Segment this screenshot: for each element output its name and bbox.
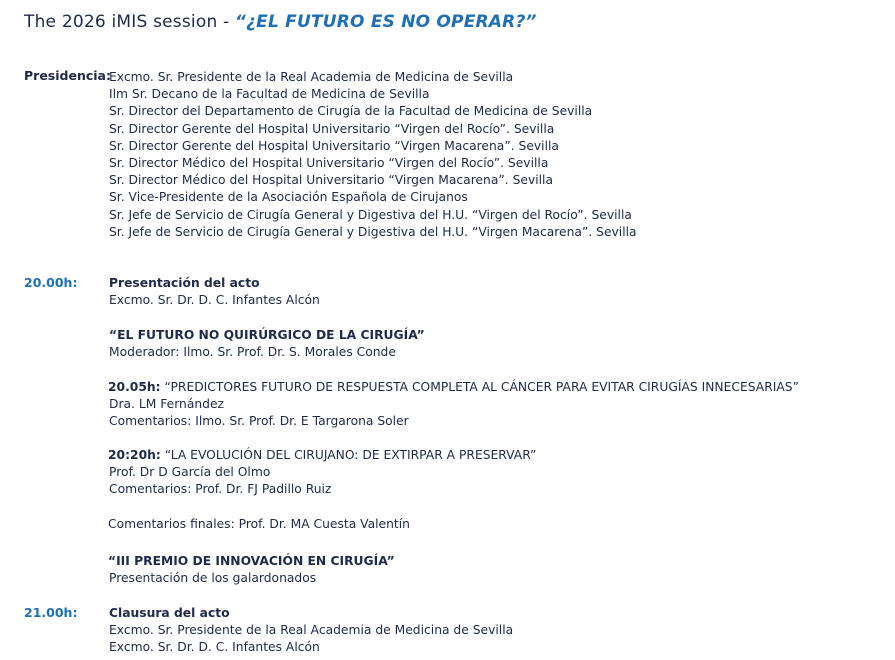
- talk1-title: “PREDICTORES FUTURO DE RESPUESTA COMPLETA AL CÁNCER PARA EVITAR CIRUGÍAS INNECESARIAS”: [160, 380, 799, 394]
- opening-title: Presentación del acto: [109, 276, 260, 290]
- closing-item: Excmo. Sr. Dr. D. C. Infantes Alcón: [109, 640, 320, 655]
- talk2-speaker: Prof. Dr D García del Olmo: [109, 465, 271, 480]
- presidencia-item: Sr. Jefe de Servicio de Cirugía General y Digestiva del H.U. “Virgen Macarena”. Sevilla: [109, 224, 637, 239]
- talk2-block: [108, 447, 536, 499]
- talk2-title: “LA EVOLUCIÓN DEL CIRUJANO: DE EXTIRPAR A PRESERVAR”: [160, 448, 537, 462]
- presidencia-item: Ilm Sr. Decano de la Facultad de Medicina de Sevilla: [109, 87, 430, 102]
- presidencia-item: Sr. Director del Departamento de Cirugía de la Facultad de Medicina de Sevilla: [109, 104, 593, 119]
- presidencia-list: [109, 69, 637, 241]
- time-2000: 20.00h:: [24, 275, 78, 290]
- presidencia-item: Sr. Director Médico del Hospital Universitario “Virgen Macarena”. Sevilla: [109, 173, 554, 188]
- time-2100: 21.00h:: [24, 605, 78, 620]
- section-block: [109, 327, 425, 361]
- talk1-speaker: Dra. LM Fernández: [109, 397, 225, 412]
- award-sub: Presentación de los galardonados: [109, 571, 317, 586]
- closing-block: [109, 605, 513, 657]
- presidencia-label: Presidencia:: [24, 68, 111, 83]
- final-comments: Comentarios finales: Prof. Dr. MA Cuesta Valentín: [108, 517, 410, 531]
- presidencia-item: Excmo. Sr. Presidente de la Real Academia de Medicina de Sevilla: [109, 70, 514, 84]
- talk1-comments: Comentarios: Ilmo. Sr. Prof. Dr. E Targarona Soler: [109, 414, 409, 429]
- title-prefix: The 2026 iMIS session -: [24, 12, 235, 32]
- presidencia-item: Sr. Jefe de Servicio de Cirugía General y Digestiva del H.U. “Virgen del Rocío”. Sevilla: [109, 207, 632, 222]
- presidencia-item: Sr. Director Médico del Hospital Universitario “Virgen del Rocío”. Sevilla: [109, 155, 549, 170]
- presidencia-item: Sr. Director Gerente del Hospital Universitario “Virgen del Rocío”. Sevilla: [109, 121, 555, 136]
- opening-speaker: Excmo. Sr. Dr. D. C. Infantes Alcón: [109, 293, 320, 308]
- section-moderator: Moderador: Ilmo. Sr. Prof. Dr. S. Morales Conde: [109, 345, 396, 360]
- closing-title: Clausura del acto: [109, 606, 230, 620]
- page-title: [24, 12, 537, 32]
- talk2-comments: Comentarios: Prof. Dr. FJ Padillo Ruiz: [109, 482, 332, 497]
- award-title: “III PREMIO DE INNOVACIÓN EN CIRUGÍA”: [108, 554, 395, 568]
- talk1-time: 20.05h:: [108, 380, 161, 394]
- talk2-time: 20:20h:: [108, 448, 161, 462]
- presidencia-item: Sr. Director Gerente del Hospital Universitario “Virgen Macarena”. Sevilla: [109, 138, 559, 153]
- section-title: “EL FUTURO NO QUIRÚRGICO DE LA CIRUGÍA”: [109, 328, 425, 342]
- title-emphasis: “¿EL FUTURO ES NO OPERAR?”: [234, 12, 537, 32]
- talk1-block: [108, 379, 799, 431]
- presidencia-item: Sr. Vice-Presidente de la Asociación Española de Cirujanos: [109, 190, 468, 205]
- opening-block: [109, 275, 320, 309]
- closing-item: Excmo. Sr. Presidente de la Real Academia de Medicina de Sevilla: [109, 623, 514, 638]
- award-block: [108, 553, 395, 587]
